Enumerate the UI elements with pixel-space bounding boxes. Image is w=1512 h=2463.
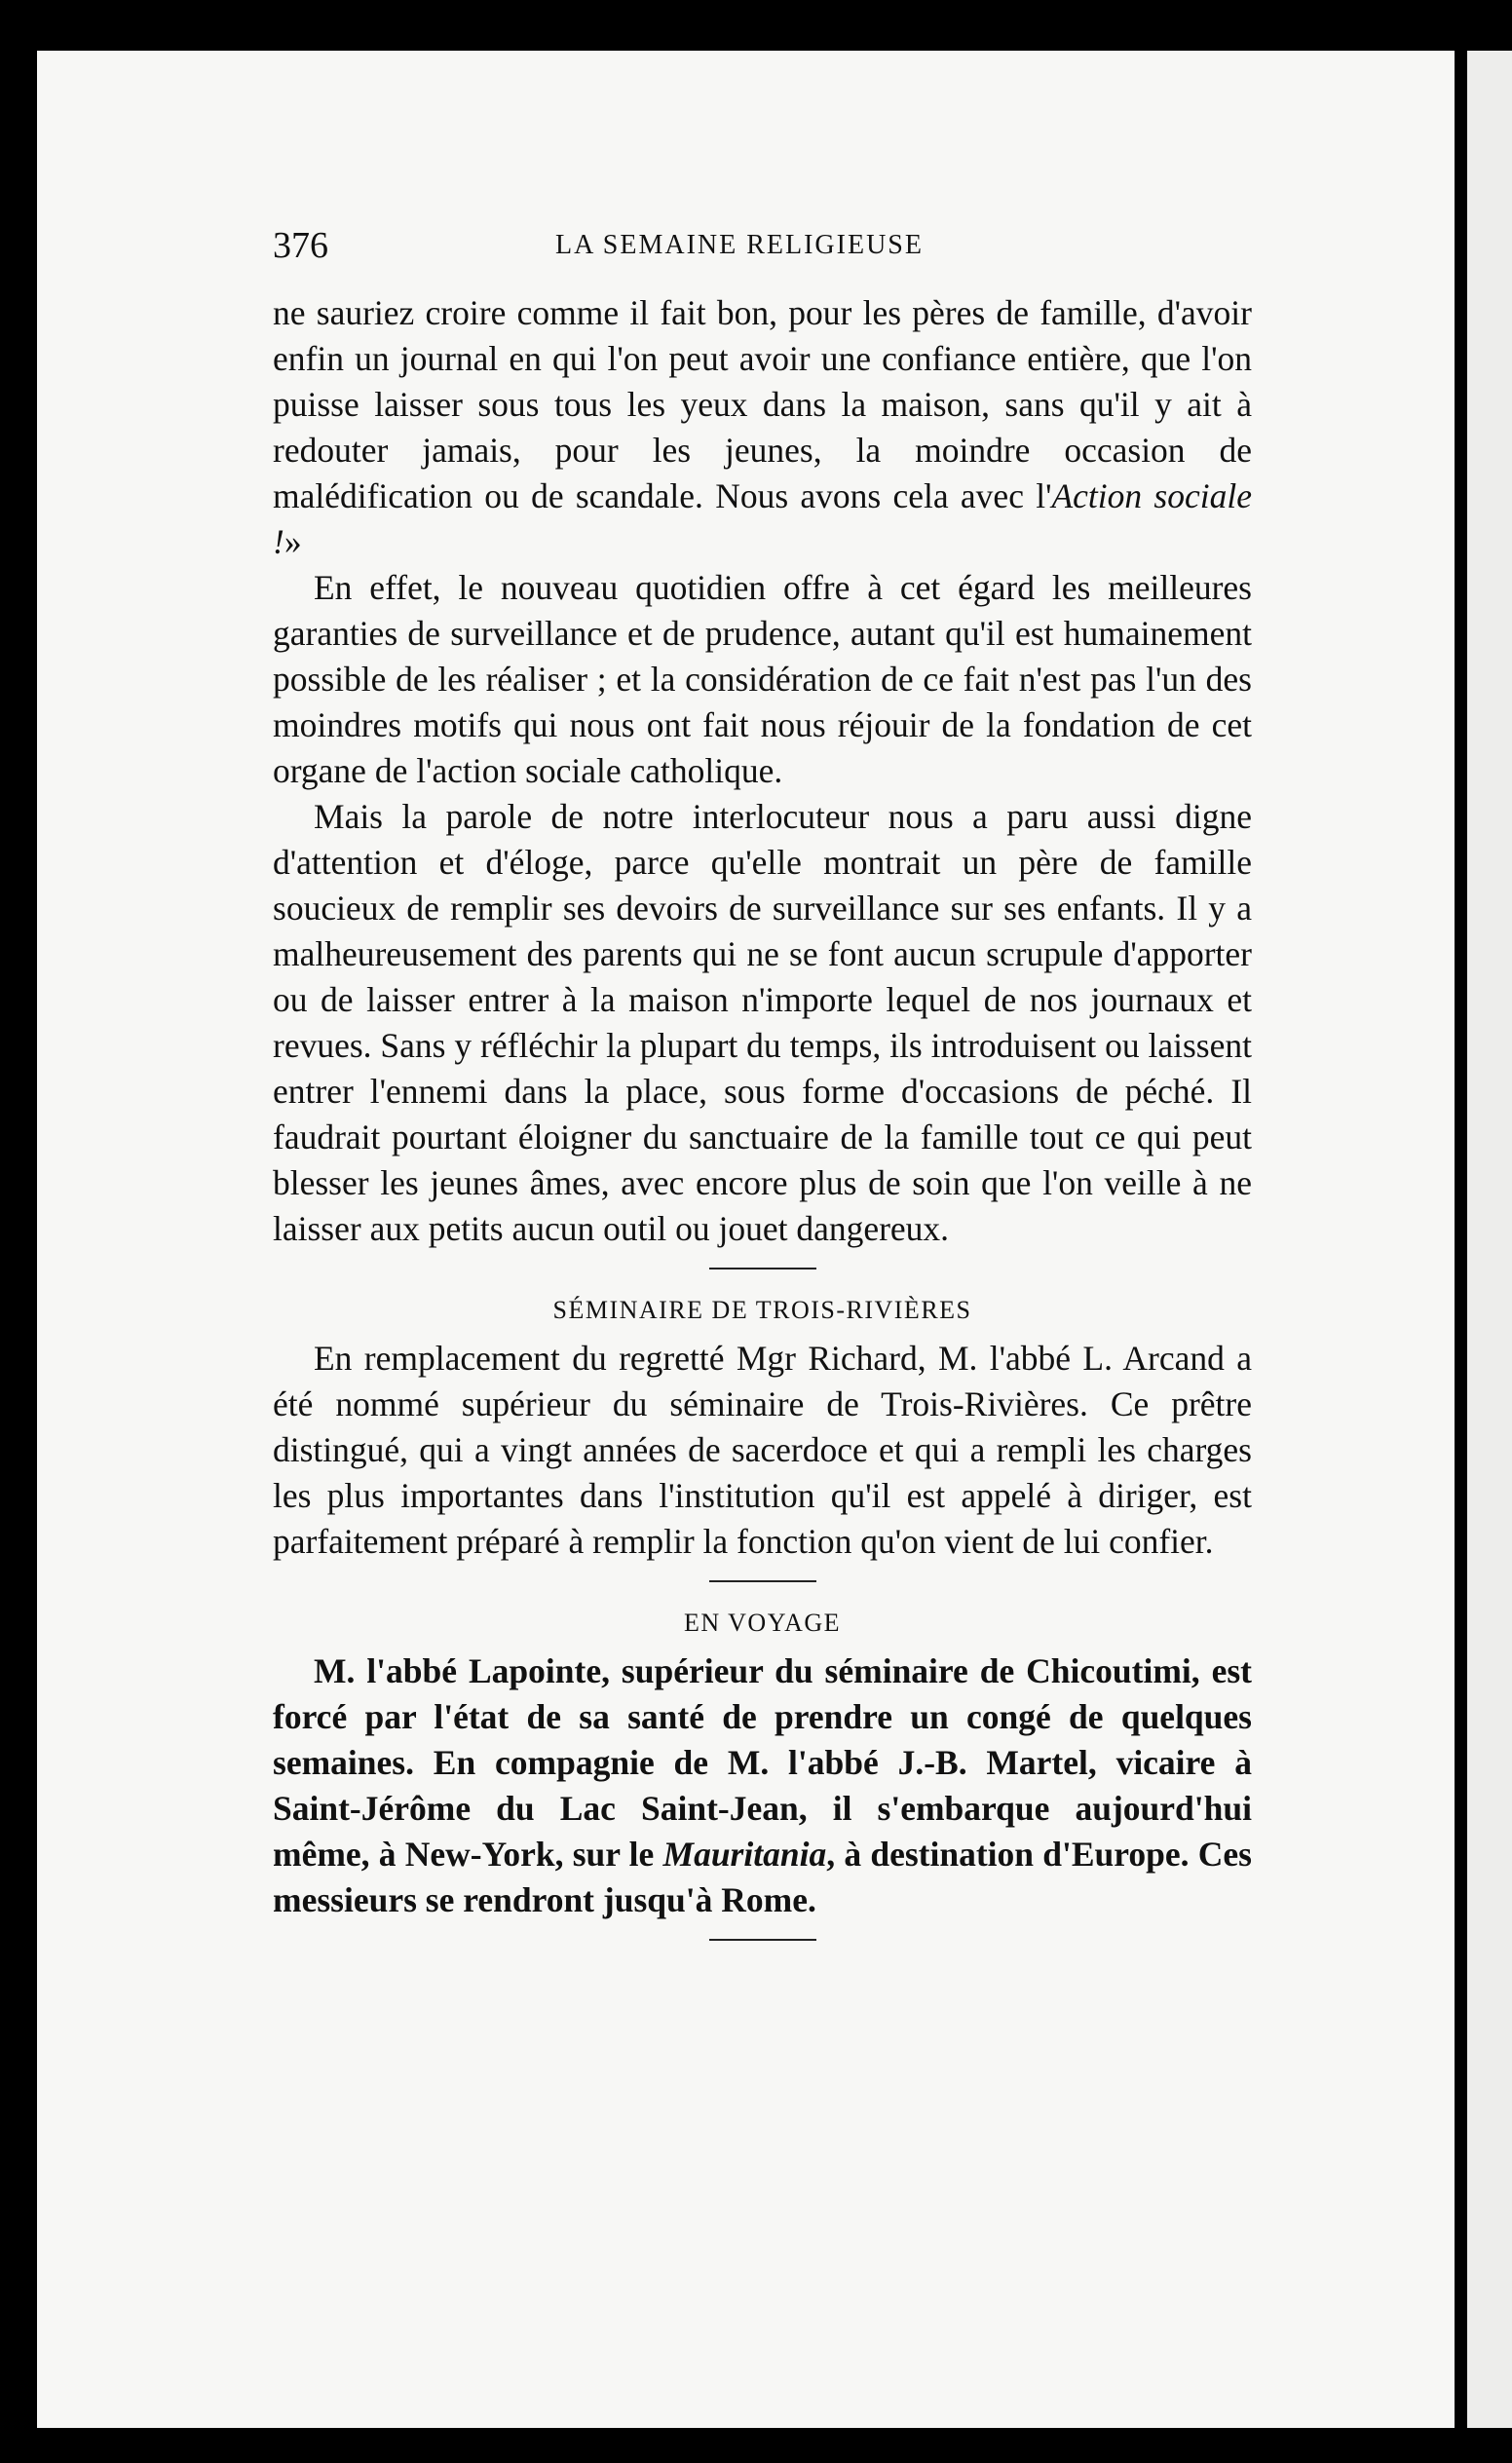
page-number: 376 (273, 225, 328, 266)
running-title: LA SEMAINE RELIGIEUSE (555, 230, 924, 260)
paragraph-5-italic: Mauritania (662, 1835, 827, 1874)
paragraph-1-text: ne sauriez croire comme il fait bon, pour les pères de famille, d'avoir enfin un journal en qui l'on peut avoir une confiance entière, que l'on puisse laisser sous tous les yeux dans la maison, sans qu'il y ait à redouter jamais, pour les jeunes, la moindre occasion de malédification ou de scandale. Nous avons cela avec l' (273, 293, 1252, 515)
paragraph-2: En effet, le nouveau quotidien offre à cet égard les meilleures garanties de surveillance et de prudence, autant qu'il est humainement possible de les réaliser ; et la considération de ce fait n'est pas l'un des moindres motifs qui nous ont fait nous réjouir de la fondation de cet organe de l'action sociale catholique. (273, 568, 1252, 790)
paragraph-1 (273, 290, 1252, 565)
paragraph-5-end: , à destination d'Europe. Ces messieurs se rendront jusqu'à Rome. (273, 1835, 1252, 1919)
section-heading-seminaire: SÉMINAIRE DE TROIS-RIVIÈRES (552, 1296, 972, 1324)
article-text (273, 290, 1252, 1962)
end-divider (709, 1939, 816, 1941)
paragraph-3: Mais la parole de notre interlocuteur nous a paru aussi digne d'attention et d'éloge, parce qu'elle montrait un père de famille soucieux de remplir ses devoirs de surveillance sur ses enfants. Il y a malheureusement des parents qui ne se font aucun scrupule d'apporter ou de laisser entrer à la maison n'importe lequel de nos journaux et revues. Sans y réfléchir la plupart du temps, ils introduisent ou laissent entrer l'ennemi dans la place, sous forme d'occasions de péché. Il faudrait pourtant éloigner du sanctuaire de la famille tout ce qui peut blesser les jeunes âmes, avec encore plus de soin que l'on veille à ne laisser aux petits aucun outil ou jouet dangereux. (273, 797, 1252, 1248)
paragraph-4: En remplacement du regretté Mgr Richard, M. l'abbé L. Arcand a été nommé supérieur du séminaire de Trois-Rivières. Ce prêtre distingué, qui a vingt années de sacerdoce et qui a rempli les charges les plus importantes dans l'institution qu'il est appelé à diriger, est parfaitement préparé à remplir la fonction qu'on vient de lui confier. (273, 1339, 1252, 1561)
page-header (273, 220, 1252, 271)
paragraph-5 (273, 1648, 1252, 1923)
section-divider (709, 1268, 816, 1269)
paragraph-1-end: » (284, 522, 302, 561)
adjacent-page-edge (1467, 51, 1512, 2428)
paragraph-5-text: M. l'abbé Lapointe, supérieur du séminaire de Chicoutimi, est forcé par l'état de sa santé de prendre un congé de quelques semaines. En compagnie de M. l'abbé J.-B. Martel, vicaire à Saint-Jérôme du Lac Saint-Jean, il s'embarque aujourd'hui même, à New-York, sur le (273, 1651, 1252, 1874)
section-divider (709, 1580, 816, 1582)
paragraph-1-italic: Action sociale ! (273, 476, 1252, 561)
section-heading-voyage: EN VOYAGE (683, 1609, 842, 1637)
